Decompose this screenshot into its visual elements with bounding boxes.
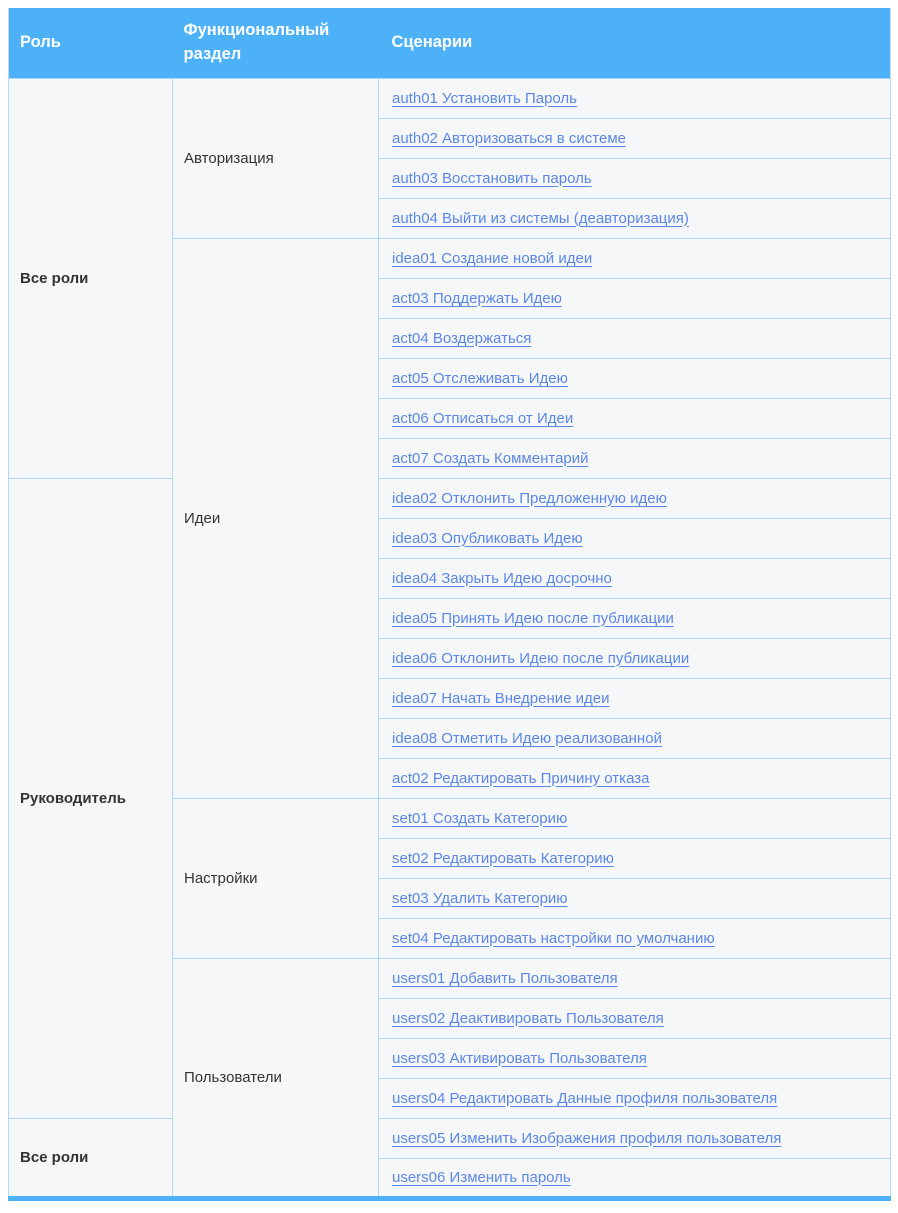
table-row <box>9 78 891 118</box>
section-cell: Авторизация <box>173 78 379 238</box>
scenario-link[interactable]: set02 Редактировать Категорию <box>392 849 614 867</box>
scenario-cell <box>379 318 891 358</box>
scenario-cell <box>379 1078 891 1118</box>
scenario-cell <box>379 438 891 478</box>
scenario-link[interactable]: users03 Активировать Пользователя <box>392 1049 647 1067</box>
scenario-cell <box>379 718 891 758</box>
scenario-link[interactable]: auth02 Авторизоваться в системе <box>392 129 627 147</box>
scenario-cell <box>379 238 891 278</box>
scenario-link[interactable]: auth04 Выйти из системы (деавторизация) <box>392 209 689 227</box>
table-row <box>9 1118 891 1158</box>
scenario-link[interactable]: act04 Воздержаться <box>392 329 532 347</box>
scenario-cell <box>379 198 891 238</box>
scenario-link[interactable]: idea01 Создание новой идеи <box>392 249 593 267</box>
scenario-cell <box>379 398 891 438</box>
scenario-cell <box>379 958 891 998</box>
scenario-cell <box>379 758 891 798</box>
scenario-cell <box>379 918 891 958</box>
scenario-link[interactable]: set04 Редактировать настройки по умолчанию <box>392 929 715 947</box>
scenario-link[interactable]: set03 Удалить Категорию <box>392 889 568 907</box>
scenario-link[interactable]: idea02 Отклонить Предложенную идею <box>392 489 667 507</box>
table-row <box>9 478 891 518</box>
column-header-scenarios: Сценарии <box>379 8 891 78</box>
scenario-link[interactable]: set01 Создать Категорию <box>392 809 568 827</box>
scenario-cell <box>379 118 891 158</box>
scenario-cell <box>379 678 891 718</box>
scenario-cell <box>379 1158 891 1198</box>
scenario-link[interactable]: idea06 Отклонить Идею после публикации <box>392 649 690 667</box>
role-scenario-table <box>8 8 891 1201</box>
role-cell: Все роли <box>9 78 173 478</box>
scenario-cell <box>379 518 891 558</box>
scenario-cell <box>379 598 891 638</box>
scenario-link[interactable]: act07 Создать Комментарий <box>392 449 589 467</box>
scenario-cell <box>379 278 891 318</box>
scenario-cell <box>379 998 891 1038</box>
scenario-link[interactable]: users02 Деактивировать Пользователя <box>392 1009 664 1027</box>
column-header-role: Роль <box>9 8 173 78</box>
scenario-link[interactable]: idea08 Отметить Идею реализованной <box>392 729 662 747</box>
scenario-link[interactable]: act02 Редактировать Причину отказа <box>392 769 650 787</box>
scenario-link[interactable]: act03 Поддержать Идею <box>392 289 562 307</box>
scenario-cell <box>379 838 891 878</box>
scenario-link[interactable]: act06 Отписаться от Идеи <box>392 409 574 427</box>
scenario-link[interactable]: idea04 Закрыть Идею досрочно <box>392 569 612 587</box>
scenario-link[interactable]: idea03 Опубликовать Идею <box>392 529 583 547</box>
scenario-cell <box>379 798 891 838</box>
scenario-link[interactable]: act05 Отслеживать Идею <box>392 369 568 387</box>
section-cell: Настройки <box>173 798 379 958</box>
section-cell: Идеи <box>173 238 379 798</box>
scenario-table-body <box>9 78 891 1198</box>
table-header <box>9 8 891 78</box>
scenario-link[interactable]: idea07 Начать Внедрение идеи <box>392 689 610 707</box>
column-header-section: Функциональный раздел <box>173 8 379 78</box>
scenario-cell <box>379 1038 891 1078</box>
scenario-link[interactable]: users06 Изменить пароль <box>392 1168 571 1186</box>
scenario-link[interactable]: auth03 Восстановить пароль <box>392 169 592 187</box>
role-cell: Все роли <box>9 1118 173 1198</box>
scenario-cell <box>379 478 891 518</box>
scenario-link[interactable]: idea05 Принять Идею после публикации <box>392 609 674 627</box>
scenario-cell <box>379 878 891 918</box>
scenario-cell <box>379 638 891 678</box>
scenario-cell <box>379 558 891 598</box>
scenario-link[interactable]: users01 Добавить Пользователя <box>392 969 618 987</box>
scenario-cell <box>379 1118 891 1158</box>
section-cell: Пользователи <box>173 958 379 1198</box>
scenario-cell <box>379 358 891 398</box>
role-cell: Руководитель <box>9 478 173 1118</box>
scenario-cell <box>379 158 891 198</box>
table-header-row <box>9 8 891 78</box>
scenario-link[interactable]: auth01 Установить Пароль <box>392 89 577 107</box>
scenario-link[interactable]: users04 Редактировать Данные профиля пользователя <box>392 1089 778 1107</box>
scenario-cell <box>379 78 891 118</box>
scenario-link[interactable]: users05 Изменить Изображения профиля пользователя <box>392 1129 782 1147</box>
